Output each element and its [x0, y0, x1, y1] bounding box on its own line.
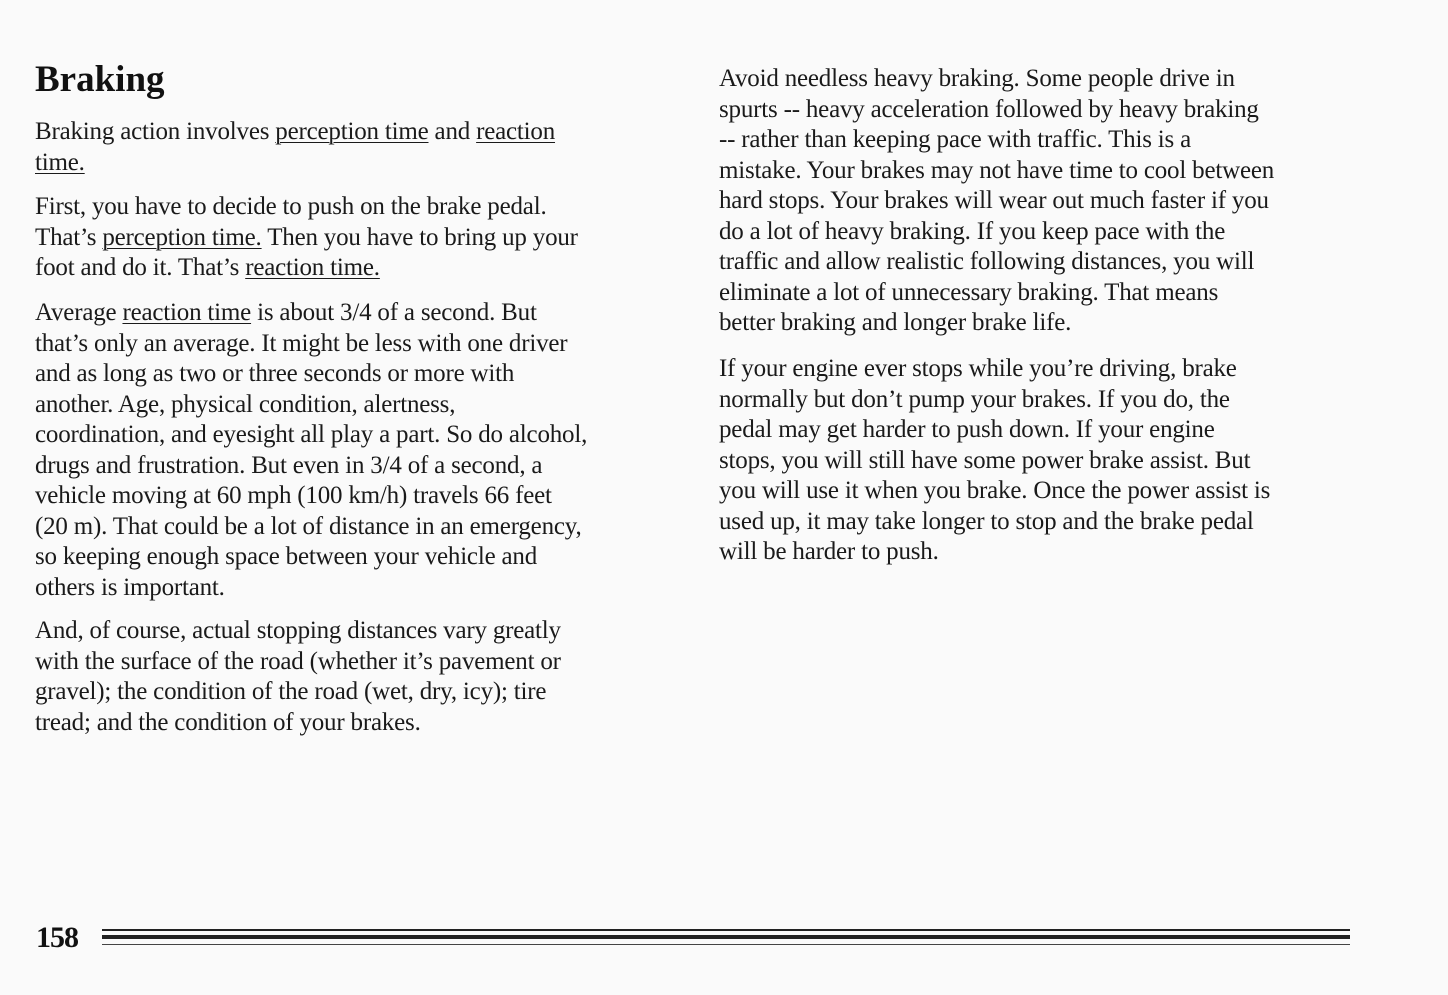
- text-line: coordination, and eyesight all play a part. So do alcohol,: [35, 421, 588, 448]
- text-line: [35, 148, 555, 179]
- page-title: Braking: [35, 59, 165, 100]
- text-span: Then you have to bring up your: [261, 223, 578, 251]
- text-span: That’s: [35, 223, 103, 251]
- text-line: hard stops. Your brakes will wear out much faster if you: [719, 187, 1269, 214]
- text-line: [35, 298, 587, 329]
- paragraph-needless-braking: [719, 64, 1274, 339]
- text-line: [35, 117, 555, 148]
- text-line: stops, you will still have some power brake assist. But: [719, 446, 1251, 474]
- text-line: you will use it when you brake. Once the power assist is: [719, 477, 1271, 504]
- text-line: eliminate a lot of unnecessary braking. That means: [719, 278, 1219, 306]
- paragraph-braking-action: [35, 117, 555, 178]
- term-perception-time: perception time.: [102, 223, 262, 251]
- text-line: will be harder to push.: [719, 538, 939, 565]
- text-line: drugs and frustration. But even in 3/4 of a second, a: [35, 451, 543, 479]
- text-line: traffic and allow realistic following distances, you will: [719, 248, 1255, 275]
- text-line: others is important.: [35, 573, 225, 601]
- term-perception-time: perception time: [275, 118, 429, 145]
- text-line: with the surface of the road (whether it’s pavement or: [35, 647, 561, 675]
- text-line: pedal may get harder to push down. If your engine: [719, 416, 1215, 443]
- text-line: used up, it may take longer to stop and the brake pedal: [719, 507, 1254, 535]
- footer-rule: [102, 935, 1350, 939]
- text-line: tread; and the condition of your brakes.: [35, 708, 421, 736]
- text-line: so keeping enough space between your vehicle and: [35, 543, 538, 570]
- term-reaction-time: time.: [35, 148, 85, 176]
- text-line: another. Age, physical condition, alertness,: [35, 390, 456, 418]
- text-span: is about 3/4 of a second. But: [251, 299, 537, 326]
- paragraph-stopping-distances: [35, 616, 561, 738]
- footer-rule: [102, 944, 1350, 945]
- text-line: better braking and longer brake life.: [719, 309, 1072, 336]
- text-span: foot and do it. That’s: [35, 254, 246, 281]
- page-number: 158: [36, 921, 78, 954]
- text-line: mistake. Your brakes may not have time to cool between: [719, 156, 1275, 184]
- paragraph-average-reaction: [35, 298, 587, 603]
- text-line: vehicle moving at 60 mph (100 km/h) travels 66 feet: [35, 482, 552, 509]
- term-reaction-time: reaction: [476, 118, 556, 145]
- text-span: Braking action involves: [35, 118, 276, 145]
- text-span: Average: [35, 299, 123, 326]
- text-line: [35, 223, 578, 254]
- text-line: Avoid needless heavy braking. Some people drive in: [719, 65, 1235, 92]
- text-line: that’s only an average. It might be less with one driver: [35, 329, 568, 357]
- text-line: [35, 253, 578, 284]
- text-line: First, you have to decide to push on the brake pedal.: [35, 193, 547, 220]
- text-line: gravel); the condition of the road (wet, dry, icy); tire: [35, 678, 547, 705]
- paragraph-perception-reaction: [35, 192, 578, 284]
- paragraph-engine-stops: [719, 354, 1270, 568]
- text-line: And, of course, actual stopping distances vary greatly: [35, 617, 561, 644]
- text-span: and: [428, 118, 477, 145]
- text-line: (20 m). That could be a lot of distance in an emergency,: [35, 512, 582, 540]
- term-reaction-time: reaction time: [122, 299, 252, 326]
- text-line: spurts -- heavy acceleration followed by heavy braking: [719, 95, 1259, 123]
- text-line: do a lot of heavy braking. If you keep pace with the: [719, 217, 1226, 245]
- text-line: and as long as two or three seconds or more with: [35, 360, 515, 387]
- term-reaction-time: reaction time.: [245, 254, 380, 281]
- text-line: normally but don’t pump your brakes. If you do, the: [719, 385, 1230, 413]
- footer-rule: [102, 929, 1350, 931]
- text-line: -- rather than keeping pace with traffic. This is a: [719, 126, 1192, 153]
- text-line: If your engine ever stops while you’re driving, brake: [719, 355, 1237, 382]
